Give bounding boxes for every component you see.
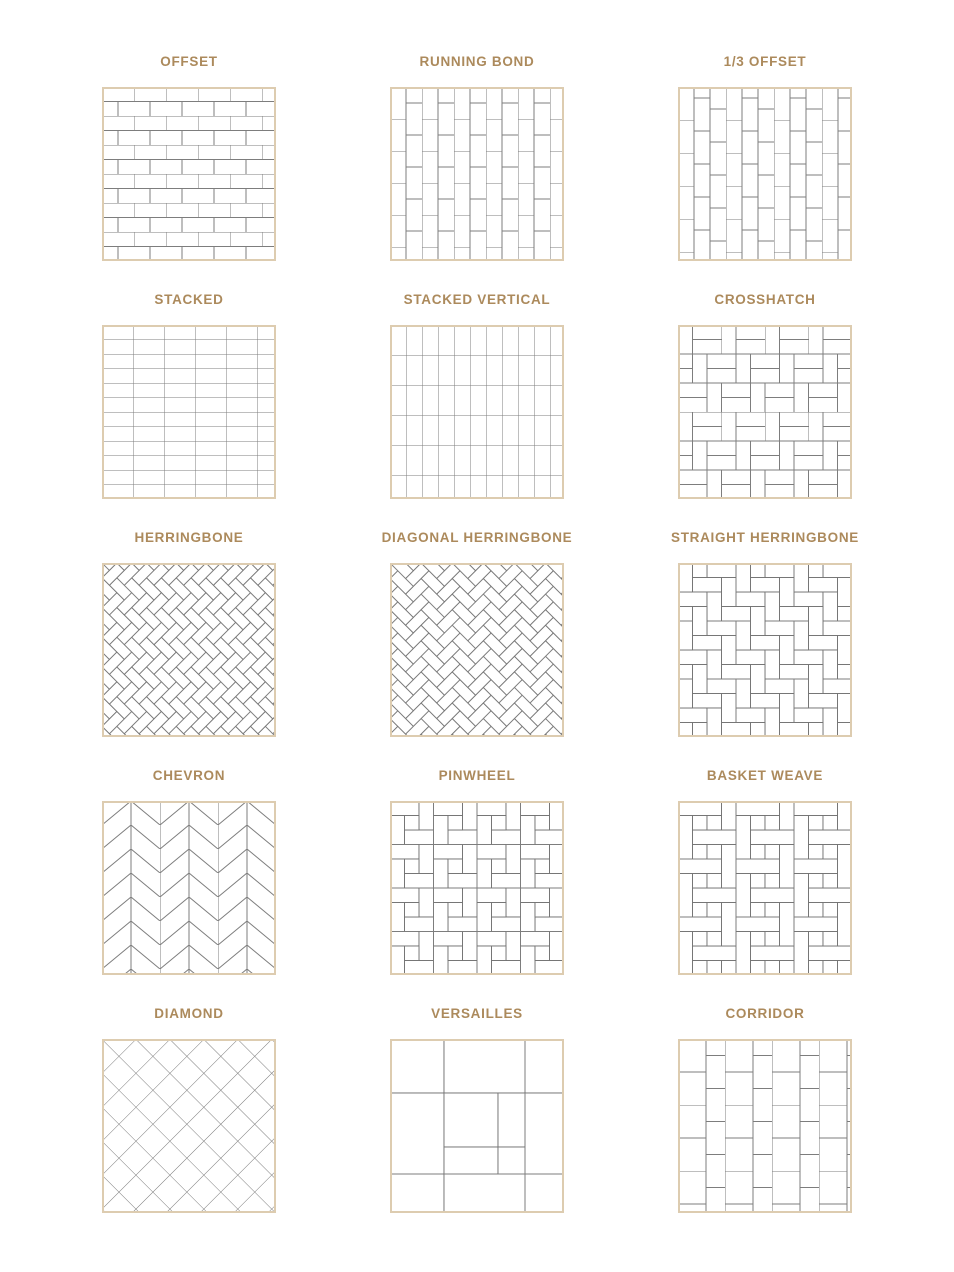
- chevron-pattern-swatch: [102, 801, 276, 975]
- pattern-card-diagonal-herringbone: [333, 528, 621, 766]
- pattern-title: PINWHEEL: [438, 768, 516, 783]
- pattern-card-third-offset: [621, 52, 909, 290]
- pattern-card-straight-herringbone: [621, 528, 909, 766]
- versailles-pattern-swatch: [390, 1039, 564, 1213]
- pattern-card-corridor: [621, 1004, 909, 1242]
- stacked-pattern-swatch: [102, 325, 276, 499]
- pattern-title: 1/3 OFFSET: [723, 54, 807, 69]
- running-bond-pattern-swatch: [390, 87, 564, 261]
- pattern-card-offset: [45, 52, 333, 290]
- pattern-title: CHEVRON: [152, 768, 226, 783]
- pattern-title: CORRIDOR: [725, 1006, 805, 1021]
- pattern-title: STRAIGHT HERRINGBONE: [670, 530, 859, 545]
- basket-weave-pattern-swatch: [678, 801, 852, 975]
- corridor-pattern-swatch: [678, 1039, 852, 1213]
- pattern-title: CROSSHATCH: [714, 292, 816, 307]
- straight-herringbone-pattern-swatch: [678, 563, 852, 737]
- pattern-title: VERSAILLES: [431, 1006, 523, 1021]
- pattern-title: OFFSET: [160, 54, 218, 69]
- third-offset-pattern-swatch: [678, 87, 852, 261]
- offset-pattern-swatch: [102, 87, 276, 261]
- pattern-card-chevron: [45, 766, 333, 1004]
- crosshatch-pattern-swatch: [678, 325, 852, 499]
- pattern-title: BASKET WEAVE: [706, 768, 824, 783]
- pattern-card-diamond: [45, 1004, 333, 1242]
- stacked-vertical-pattern-swatch: [390, 325, 564, 499]
- diamond-pattern-swatch: [102, 1039, 276, 1213]
- pinwheel-pattern-swatch: [390, 801, 564, 975]
- diagonal-herringbone-pattern-swatch: [390, 563, 564, 737]
- pattern-title: RUNNING BOND: [419, 54, 535, 69]
- pattern-card-stacked-vertical: [333, 290, 621, 528]
- pattern-title: HERRINGBONE: [134, 530, 244, 545]
- herringbone-pattern-swatch: [102, 563, 276, 737]
- pattern-card-crosshatch: [621, 290, 909, 528]
- pattern-card-basket-weave: [621, 766, 909, 1004]
- pattern-card-versailles: [333, 1004, 621, 1242]
- pattern-card-pinwheel: [333, 766, 621, 1004]
- pattern-title: DIAMOND: [154, 1006, 224, 1021]
- pattern-title: STACKED VERTICAL: [403, 292, 551, 307]
- pattern-card-running-bond: [333, 52, 621, 290]
- pattern-title: DIAGONAL HERRINGBONE: [381, 530, 573, 545]
- pattern-card-herringbone: [45, 528, 333, 766]
- pattern-card-stacked: [45, 290, 333, 528]
- pattern-title: STACKED: [154, 292, 224, 307]
